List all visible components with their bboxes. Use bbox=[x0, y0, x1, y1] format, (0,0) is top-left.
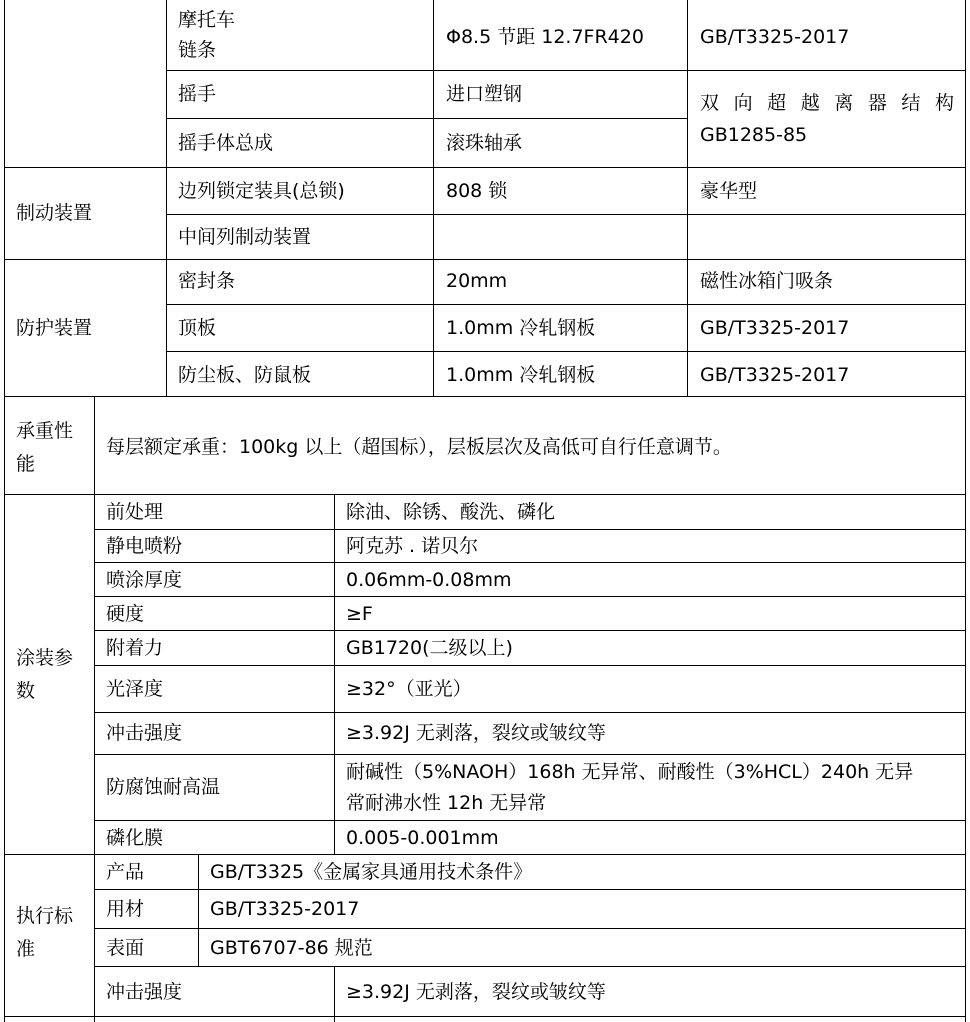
coating-row-value-line2: 常耐沸水性 12h 无异常 bbox=[346, 792, 547, 814]
coating-row-name: 冲击强度 bbox=[106, 722, 183, 744]
load-label-line1: 承重性 bbox=[16, 420, 74, 442]
coating-row-name: 静电喷粉 bbox=[106, 535, 183, 557]
load-label-line2: 能 bbox=[16, 453, 36, 475]
crank-spec: 进口塑钢 bbox=[446, 83, 523, 105]
standard-label-line1: 执行标 bbox=[16, 905, 74, 927]
standard-row-name: 产品 bbox=[106, 861, 145, 883]
crank-standard-line1: 双 向 超 越 离 器 结 构 bbox=[700, 92, 954, 114]
coating-row-value: GB1720(二级以上) bbox=[346, 637, 513, 659]
coating-row-name: 前处理 bbox=[106, 501, 164, 523]
protect-row-name: 密封条 bbox=[178, 270, 236, 292]
standard-row-name: 表面 bbox=[106, 937, 145, 959]
coating-row-value: ≥F bbox=[346, 603, 373, 625]
coating-row-name: 喷涂厚度 bbox=[106, 569, 183, 591]
standard-row-name: 冲击强度 bbox=[106, 981, 183, 1003]
protect-row-standard: 磁性冰箱门吸条 bbox=[700, 270, 834, 292]
coating-row-value: ≥32°（亚光） bbox=[346, 678, 472, 700]
chain-spec: Φ8.5 节距 12.7FR420 bbox=[446, 26, 644, 48]
crank-assembly-spec: 滚珠轴承 bbox=[446, 132, 523, 154]
crank-name: 摇手 bbox=[178, 83, 217, 105]
coating-row-name: 硬度 bbox=[106, 603, 145, 625]
coating-row-value: 0.005-0.001mm bbox=[346, 827, 499, 849]
standard-row-name: 用材 bbox=[106, 898, 145, 920]
load-text: 每层额定承重：100kg 以上（超国标），层板层次及高低可自行任意调节。 bbox=[106, 436, 732, 458]
protect-row-name: 防尘板、防鼠板 bbox=[178, 364, 312, 386]
standard-row-value: ≥3.92J 无剥落，裂纹或皱纹等 bbox=[346, 981, 606, 1003]
coating-row-value: ≥3.92J 无剥落，裂纹或皱纹等 bbox=[346, 722, 606, 744]
coating-row-value: 除油、除锈、酸洗、磷化 bbox=[346, 501, 556, 523]
coating-row-name: 附着力 bbox=[106, 637, 164, 659]
coating-row-value: 0.06mm-0.08mm bbox=[346, 569, 512, 591]
protect-row-spec: 1.0mm 冷轧钢板 bbox=[446, 317, 596, 339]
standard-row-value: GB/T3325-2017 bbox=[210, 898, 360, 920]
coating-row-value: 阿克苏 . 诺贝尔 bbox=[346, 535, 479, 557]
chain-standard: GB/T3325-2017 bbox=[700, 26, 850, 48]
coating-label-line1: 涂装参 bbox=[16, 647, 74, 669]
chain-name-line2: 链条 bbox=[178, 39, 217, 61]
protect-row-standard: GB/T3325-2017 bbox=[700, 364, 850, 386]
standard-label-line2: 准 bbox=[16, 938, 36, 960]
standard-row-value: GBT6707-86 规范 bbox=[210, 937, 373, 959]
coating-row-name: 防腐蚀耐高温 bbox=[106, 776, 221, 798]
crank-standard-line2: GB1285-85 bbox=[700, 124, 808, 146]
brake-label: 制动装置 bbox=[16, 202, 93, 224]
coating-row-name: 磷化膜 bbox=[106, 827, 164, 849]
protect-row-name: 顶板 bbox=[178, 317, 217, 339]
chain-name-line1: 摩托车 bbox=[178, 9, 236, 31]
protect-label: 防护装置 bbox=[16, 317, 93, 339]
brake-row-spec: 808 锁 bbox=[446, 180, 508, 202]
brake-row-standard: 豪华型 bbox=[700, 180, 758, 202]
coating-row-value-line1: 耐碱性（5%NAOH）168h 无异常、耐酸性（3%HCL）240h 无异 bbox=[346, 761, 914, 783]
crank-assembly-name: 摇手体总成 bbox=[178, 132, 274, 154]
standard-row-value: GB/T3325《金属家具通用技术条件》 bbox=[210, 861, 533, 883]
coating-row-name: 光泽度 bbox=[106, 678, 164, 700]
brake-row-name: 中间列制动装置 bbox=[178, 226, 312, 248]
protect-row-spec: 20mm bbox=[446, 270, 508, 292]
brake-row-name: 边列锁定装具(总锁) bbox=[178, 180, 345, 202]
protect-row-spec: 1.0mm 冷轧钢板 bbox=[446, 364, 596, 386]
coating-label-line2: 数 bbox=[16, 680, 36, 702]
protect-row-standard: GB/T3325-2017 bbox=[700, 317, 850, 339]
